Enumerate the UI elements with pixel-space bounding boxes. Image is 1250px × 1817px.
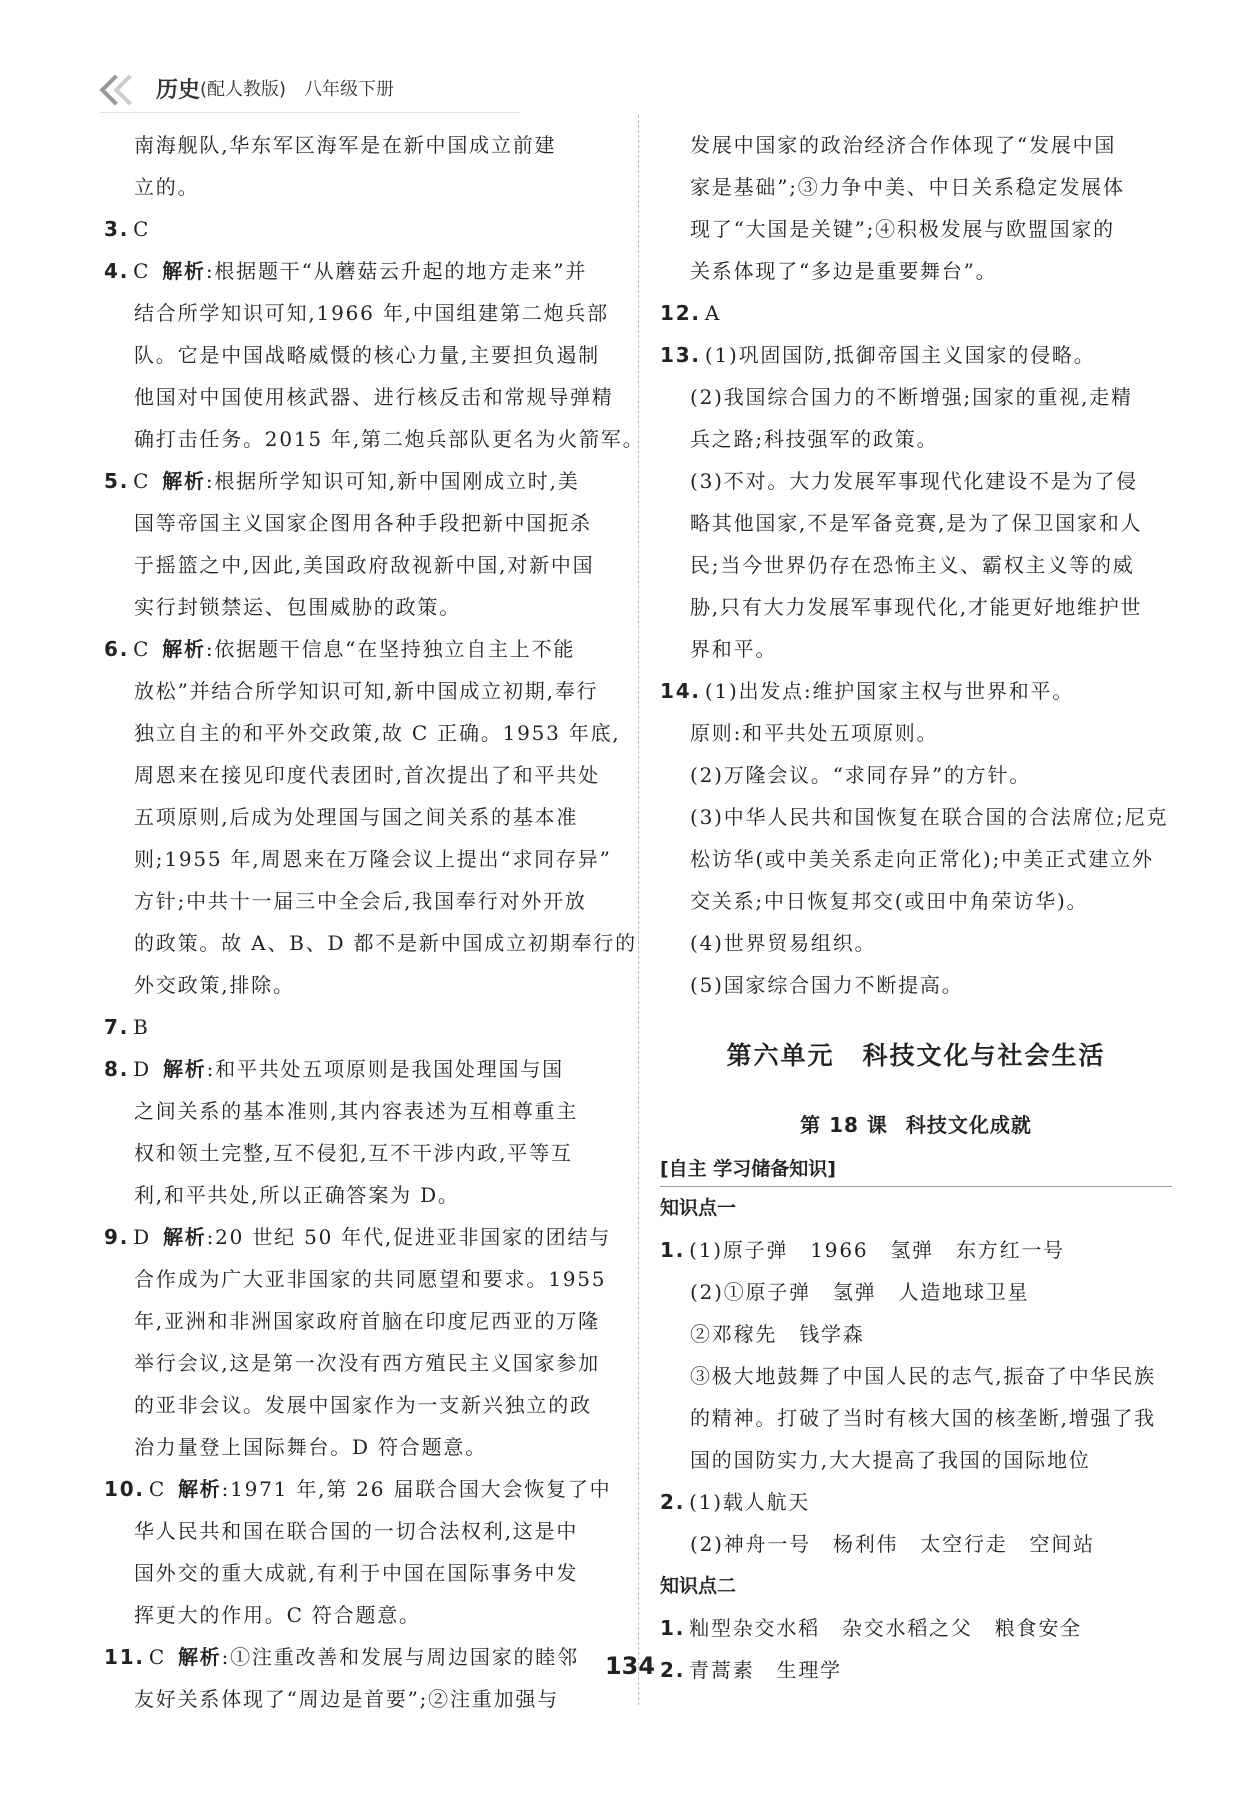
answer-line [104, 838, 616, 880]
lesson-title-name: 科技文化成就 [905, 1113, 1032, 1137]
item-number: 10. [104, 1477, 145, 1501]
answer-line [104, 1426, 616, 1468]
answer-line [104, 670, 616, 712]
answer-term: 太空行走 [920, 1532, 1008, 1556]
item-text: C [133, 469, 151, 493]
item-text: 民;当今世界仍存在恐怖主义、霸权主义等的威 [690, 553, 1135, 577]
knowledge-line [660, 1313, 1172, 1355]
item-text: 兵之路;科技强军的政策。 [690, 427, 939, 451]
item-text: 的亚非会议。发展中国家作为一支新兴独立的政 [134, 1393, 592, 1417]
answer-term: 氢弹 [832, 1280, 877, 1304]
answer-line [104, 880, 616, 922]
knowledge-line [660, 1397, 1172, 1439]
double-chevron-logo-icon [100, 73, 146, 103]
unit-title-name: 科技文化与社会生活 [862, 1041, 1106, 1070]
analysis-label: 解析 [177, 1477, 222, 1501]
item-number: 13. [660, 343, 701, 367]
item-text: 友好关系体现了“周边是首要”;②注重加强与 [134, 1687, 559, 1711]
knowledge-item [660, 1649, 1172, 1691]
item-text: (5)国家综合国力不断提高。 [690, 973, 964, 997]
item-number: 1. [660, 1238, 686, 1262]
answer-line [104, 1384, 616, 1426]
item-text: 国等帝国主义国家企图用各种手段把新中国扼杀 [134, 511, 592, 535]
answer-term: ③极大地鼓舞了中国人民的志气,振奋了中华民族 [690, 1364, 1156, 1388]
answer-term: 人造地球卫星 [898, 1280, 1030, 1304]
item-text: 挥更大的作用。C 符合题意。 [134, 1603, 421, 1627]
item-text: 松访华(或中美关系走向正常化);中美正式建立外 [690, 847, 1154, 871]
answer-line [104, 334, 616, 376]
item-text: 立的。 [134, 175, 200, 199]
answer-line [104, 1090, 616, 1132]
item-text: D [133, 1225, 151, 1249]
item-text: 结合所学知识可知,1966 年,中国组建第二炮兵部 [134, 301, 609, 325]
answer-term: 青蒿素 [689, 1658, 755, 1682]
item-text: 确打击任务。2015 年,第二炮兵部队更名为火箭军。 [134, 427, 645, 451]
item-text: A [704, 301, 722, 325]
item-text: 国外交的重大成就,有利于中国在国际事务中发 [134, 1561, 579, 1585]
item-text: (2)万隆会议。“求同存异”的方针。 [690, 763, 1032, 787]
item-text: C [148, 1645, 166, 1669]
analysis-label: 解析 [162, 259, 206, 283]
item-number: 11. [104, 1645, 145, 1669]
answer-item [104, 1048, 616, 1090]
item-text: 方针;中共十一届三中全会后,我国奉行对外开放 [134, 889, 587, 913]
answer-line [104, 544, 616, 586]
answer-item [104, 460, 616, 502]
item-text: D [133, 1057, 151, 1081]
answer-line [104, 1678, 616, 1720]
answer-line [104, 292, 616, 334]
answer-term: 钱学森 [799, 1322, 865, 1346]
answer-line [104, 166, 616, 208]
item-text: 周恩来在接见印度代表团时,首次提出了和平共处 [134, 763, 600, 787]
item-text: 现了“大国是关键”;④积极发展与欧盟国家的 [690, 217, 1115, 241]
item-text: 队。它是中国战略威慑的核心力量,主要担负遏制 [134, 343, 600, 367]
analysis-text: :根据所学知识可知,新中国刚成立时,美 [205, 469, 580, 493]
header-grade: 八年级下册 [304, 79, 395, 100]
item-text: 于摇篮之中,因此,美国政府敌视新中国,对新中国 [134, 553, 595, 577]
item-text: 略其他国家,不是军备竞赛,是为了保卫国家和人 [690, 511, 1143, 535]
answer-line [104, 124, 616, 166]
analysis-label: 解析 [162, 637, 206, 661]
answer-line [660, 502, 1172, 544]
item-text: 原则:和平共处五项原则。 [690, 721, 939, 745]
answer-item [660, 292, 1172, 334]
analysis-label: 解析 [177, 1645, 222, 1669]
answer-item [660, 670, 1172, 712]
item-number: 5. [104, 469, 130, 493]
item-text: 关系体现了“多边是重要舞台”。 [690, 259, 998, 283]
answer-line [660, 754, 1172, 796]
item-text: 界和平。 [690, 637, 778, 661]
answer-item [104, 1468, 616, 1510]
answer-item [104, 208, 616, 250]
knowledge-item [660, 1607, 1172, 1649]
answer-term: 1966 [810, 1238, 869, 1262]
item-number: 8. [104, 1057, 130, 1081]
item-text: (1)出发点:维护国家主权与世界和平。 [704, 679, 1075, 703]
answer-term: 生理学 [776, 1658, 842, 1682]
item-text: 合作成为广大亚非国家的共同愿望和要求。1955 [134, 1267, 607, 1291]
answer-line [104, 1132, 616, 1174]
answer-line [660, 712, 1172, 754]
answer-term: 东方红一号 [955, 1238, 1065, 1262]
answer-line [104, 1300, 616, 1342]
answer-line [104, 712, 621, 754]
answer-term: 空间站 [1029, 1532, 1095, 1556]
item-text: (4)世界贸易组织。 [690, 931, 877, 955]
item-text: 实行封锁禁运、包围威胁的政策。 [134, 595, 461, 619]
answer-line [660, 460, 1172, 502]
item-text: B [133, 1015, 150, 1039]
analysis-label: 解析 [162, 1057, 207, 1081]
knowledge-point-1-list [660, 1229, 1172, 1565]
analysis-text: :①注重改善和发展与周边国家的睦邻 [221, 1645, 579, 1669]
item-number: 2. [660, 1658, 686, 1682]
answer-line [104, 922, 637, 964]
answer-line [104, 754, 616, 796]
item-text: 治力量登上国际舞台。D 符合题意。 [134, 1435, 487, 1459]
answer-item [104, 1636, 616, 1678]
item-number: 9. [104, 1225, 130, 1249]
right-column [660, 124, 1172, 1691]
answer-line [660, 922, 1172, 964]
analysis-text: :1971 年,第 26 届联合国大会恢复了中 [221, 1477, 612, 1501]
answer-line [104, 1510, 616, 1552]
analysis-label: 解析 [162, 1225, 207, 1249]
answer-line [660, 376, 1172, 418]
item-text: 利,和平共处,所以正确答案为 D。 [134, 1183, 460, 1207]
item-number: 3. [104, 217, 130, 241]
item-text: C [133, 217, 151, 241]
answer-line [104, 964, 616, 1006]
item-text: 交关系;中日恢复邦交(或田中角荣访华)。 [690, 889, 1089, 913]
answer-line [660, 124, 1172, 166]
answer-item [104, 1006, 616, 1048]
item-text: C [148, 1477, 166, 1501]
answer-line [104, 586, 616, 628]
knowledge-line [660, 1271, 1172, 1313]
analysis-text: :根据题干“从蘑菇云升起的地方走来”并 [205, 259, 588, 283]
knowledge-item [660, 1481, 1172, 1523]
answer-line [660, 166, 1172, 208]
analysis-label: 解析 [162, 469, 206, 493]
knowledge-point-2-list [660, 1607, 1172, 1691]
unit-title-prefix: 第六单元 [726, 1041, 835, 1070]
answer-term: (1)载人航天 [689, 1490, 811, 1514]
knowledge-line [660, 1523, 1172, 1565]
item-text: (2)我国综合国力的不断增强;国家的重视,走精 [690, 385, 1133, 409]
answer-item [104, 628, 616, 670]
answer-line [660, 586, 1172, 628]
item-number: 6. [104, 637, 130, 661]
knowledge-point-2-title: 知识点二 [660, 1575, 737, 1597]
knowledge-point-1-title: 知识点一 [660, 1197, 737, 1219]
item-text: 年,亚洲和非洲国家政府首脑在印度尼西亚的万隆 [134, 1309, 600, 1333]
answer-line [660, 880, 1172, 922]
answer-line [104, 1174, 616, 1216]
item-text: 华人民共和国在联合国的一切合法权利,这是中 [134, 1519, 579, 1543]
page-header [100, 68, 394, 108]
answer-term: ②邓稼先 [690, 1322, 778, 1346]
item-text: C [133, 259, 151, 283]
item-text: C [133, 637, 151, 661]
answer-term: 杨利伟 [832, 1532, 899, 1556]
answer-term: 的精神。打破了当时有核大国的核垄断,增强了我 [690, 1406, 1156, 1430]
answer-line [104, 1552, 616, 1594]
analysis-text: :和平共处五项原则是我国处理国与国 [206, 1057, 564, 1081]
answer-term: (2)神舟一号 [690, 1532, 811, 1556]
answer-item [104, 1216, 616, 1258]
item-number: 2. [660, 1490, 686, 1514]
answer-term: 粮食安全 [994, 1616, 1082, 1640]
answer-line [104, 796, 616, 838]
answer-term: 杂交水稻之父 [841, 1616, 973, 1640]
item-text: 举行会议,这是第一次没有西方殖民主义国家参加 [134, 1351, 600, 1375]
answer-line [660, 796, 1172, 838]
header-rule [100, 112, 520, 113]
item-text: 五项原则,后成为处理国与国之间关系的基本准 [134, 805, 579, 829]
item-text: 之间关系的基本准则,其内容表述为互相尊重主 [134, 1099, 579, 1123]
item-number: 1. [660, 1616, 686, 1640]
page-number: 134 [604, 1652, 656, 1680]
analysis-text: :依据题干信息“在坚持独立自主上不能 [205, 637, 576, 661]
item-text: (3)中华人民共和国恢复在联合国的合法席位;尼克 [690, 805, 1169, 829]
item-text: 胁,只有大力发展军事现代化,才能更好地维护世 [690, 595, 1143, 619]
answer-line [104, 418, 645, 460]
item-text: (1)巩固国防,抵御帝国主义国家的侵略。 [704, 343, 1096, 367]
answer-item [660, 334, 1172, 376]
item-text: (3)不对。大力发展军事现代化建设不是为了侵 [690, 469, 1138, 493]
item-text: 的政策。故 A、B、D 都不是新中国成立初期奉行的 [134, 931, 637, 955]
answer-term: (2)①原子弹 [690, 1280, 811, 1304]
item-text: 南海舰队,华东军区海军是在新中国成立前建 [134, 133, 557, 157]
answer-term: (1)原子弹 [689, 1238, 789, 1262]
answer-line [660, 250, 1172, 292]
item-number: 4. [104, 259, 130, 283]
item-text: 他国对中国使用核武器、进行核反击和常规导弹精 [134, 385, 614, 409]
answer-line [660, 544, 1172, 586]
header-edition: (配人教版) [200, 79, 287, 100]
item-text: 家是基础”;③力争中美、中日关系稳定发展体 [690, 175, 1125, 199]
item-text: 独立自主的和平外交政策,故 C 正确。1953 年底, [134, 721, 621, 745]
answer-line [660, 418, 1172, 460]
knowledge-line [660, 1439, 1172, 1481]
analysis-text: :20 世纪 50 年代,促进亚非国家的团结与 [206, 1225, 612, 1249]
answer-line [104, 376, 616, 418]
answer-line [104, 1342, 616, 1384]
answer-term: 国的国防实力,大大提高了我国的国际地位 [690, 1448, 1091, 1472]
answer-item [104, 250, 616, 292]
knowledge-line [660, 1355, 1172, 1397]
answer-line [660, 628, 1172, 670]
item-text: 放松”并结合所学知识可知,新中国成立初期,奉行 [134, 679, 599, 703]
answer-line [104, 1258, 616, 1300]
item-text: 发展中国家的政治经济合作体现了“发展中国 [690, 133, 1117, 157]
lesson-title [660, 1098, 1172, 1152]
answer-term: 氢弹 [890, 1238, 934, 1262]
lesson-title-prefix: 第 18 课 [800, 1113, 888, 1137]
item-text: 权和领土完整,互不侵犯,互不干涉内政,平等互 [134, 1141, 573, 1165]
item-text: 则;1955 年,周恩来在万隆会议上提出“求同存异” [134, 847, 612, 871]
header-subject: 历史 [156, 77, 201, 103]
item-number: 12. [660, 301, 701, 325]
right-answers [660, 124, 1172, 1006]
answer-line [660, 208, 1172, 250]
unit-title [660, 1026, 1172, 1086]
column-divider [638, 115, 639, 1705]
section-label: [自主 学习储备知识] [660, 1152, 1172, 1187]
knowledge-item [660, 1229, 1172, 1271]
answer-line [660, 838, 1172, 880]
answer-line [104, 1594, 616, 1636]
answer-line [660, 964, 1172, 1006]
item-text: 外交政策,排除。 [134, 973, 295, 997]
item-number: 14. [660, 679, 701, 703]
item-number: 7. [104, 1015, 130, 1039]
answer-term: 籼型杂交水稻 [689, 1616, 820, 1640]
answer-line [104, 502, 616, 544]
